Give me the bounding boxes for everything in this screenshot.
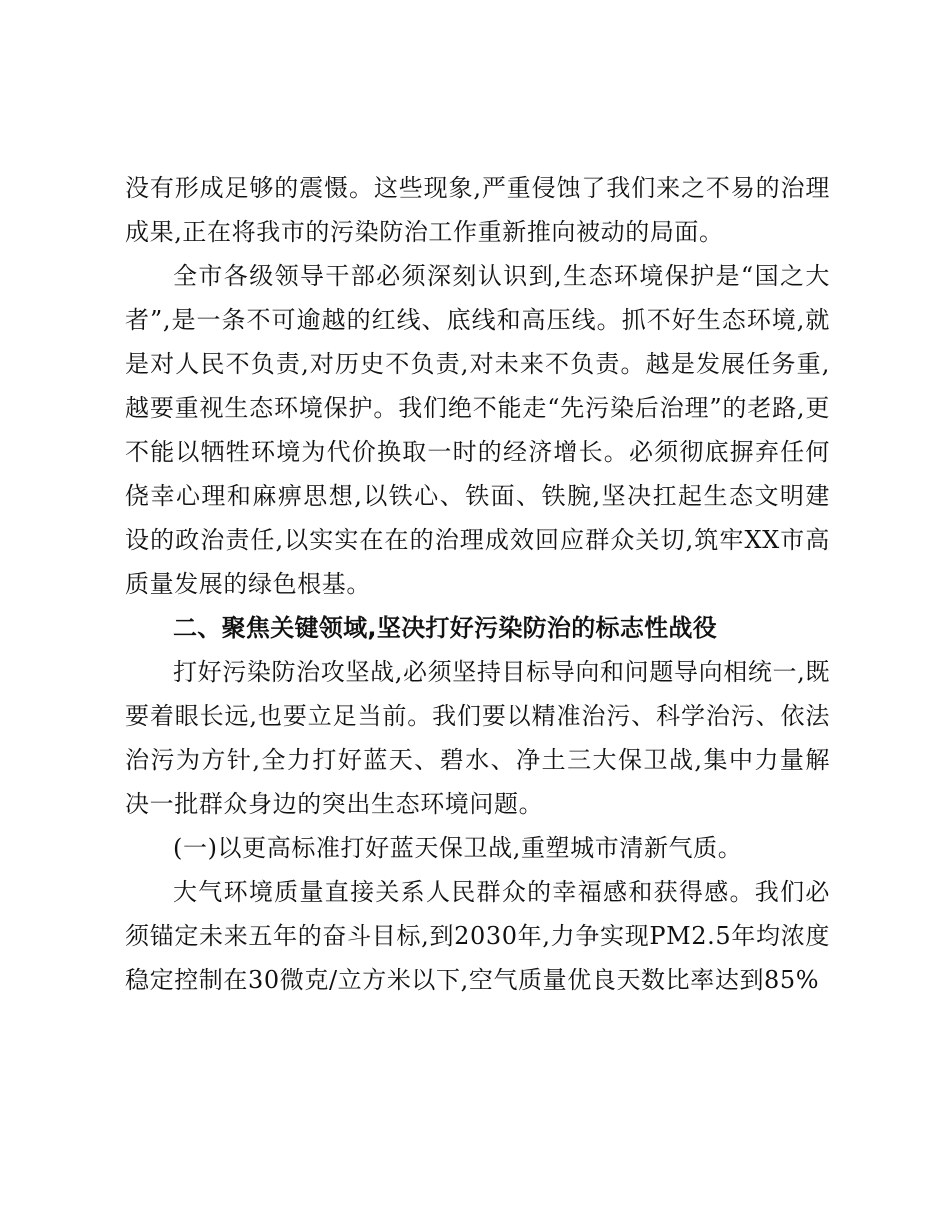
paragraph-ecological-responsibility: 全市各级领导干部必须深刻认识到,生态环境保护是“国之大者”,是一条不可逾越的红线、底线和高压线。抓不好生态环境,就是对人民不负责,对历史不负责,对未来不负责。越是发展任务重,越要重视生态环境保护。我们绝不能走“先污染后治理”的老路,更不能以牺牲环境为代价换取一时的经济增长。必须彻底摒弃任何侥幸心理和麻痹思想,以铁心、铁面、铁腕,坚决扛起生态文明建设的政治责任,以实实在在的治理成效回应群众关切,筑牢XX市高质量发展的绿色根基。 bbox=[125, 262, 830, 598]
paragraph-air-quality: 大气环境质量直接关系人民群众的幸福感和获得感。我们必须锚定未来五年的奋斗目标,到2030年,力争实现PM2.5年均浓度稳定控制在30微克/立方米以下,空气质量优良天数比率达到85% bbox=[125, 878, 830, 994]
subheading-blue-sky: (一)以更高标准打好蓝天保卫战,重塑城市清新气质。 bbox=[173, 834, 743, 862]
document-body bbox=[125, 166, 830, 1002]
paragraph-continuation: 没有形成足够的震慑。这些现象,严重侵蚀了我们来之不易的治理成果,正在将我市的污染防治工作重新推向被动的局面。 bbox=[125, 174, 830, 246]
section-heading-two: 二、聚焦关键领域,坚决打好污染防治的标志性战役 bbox=[173, 614, 718, 642]
paragraph-pollution-battle: 打好污染防治攻坚战,必须坚持目标导向和问题导向相统一,既要着眼长远,也要立足当前。我们要以精准治污、科学治污、依法治污为方针,全力打好蓝天、碧水、净土三大保卫战,集中力量解决一批群众身边的突出生态环境问题。 bbox=[125, 658, 830, 818]
